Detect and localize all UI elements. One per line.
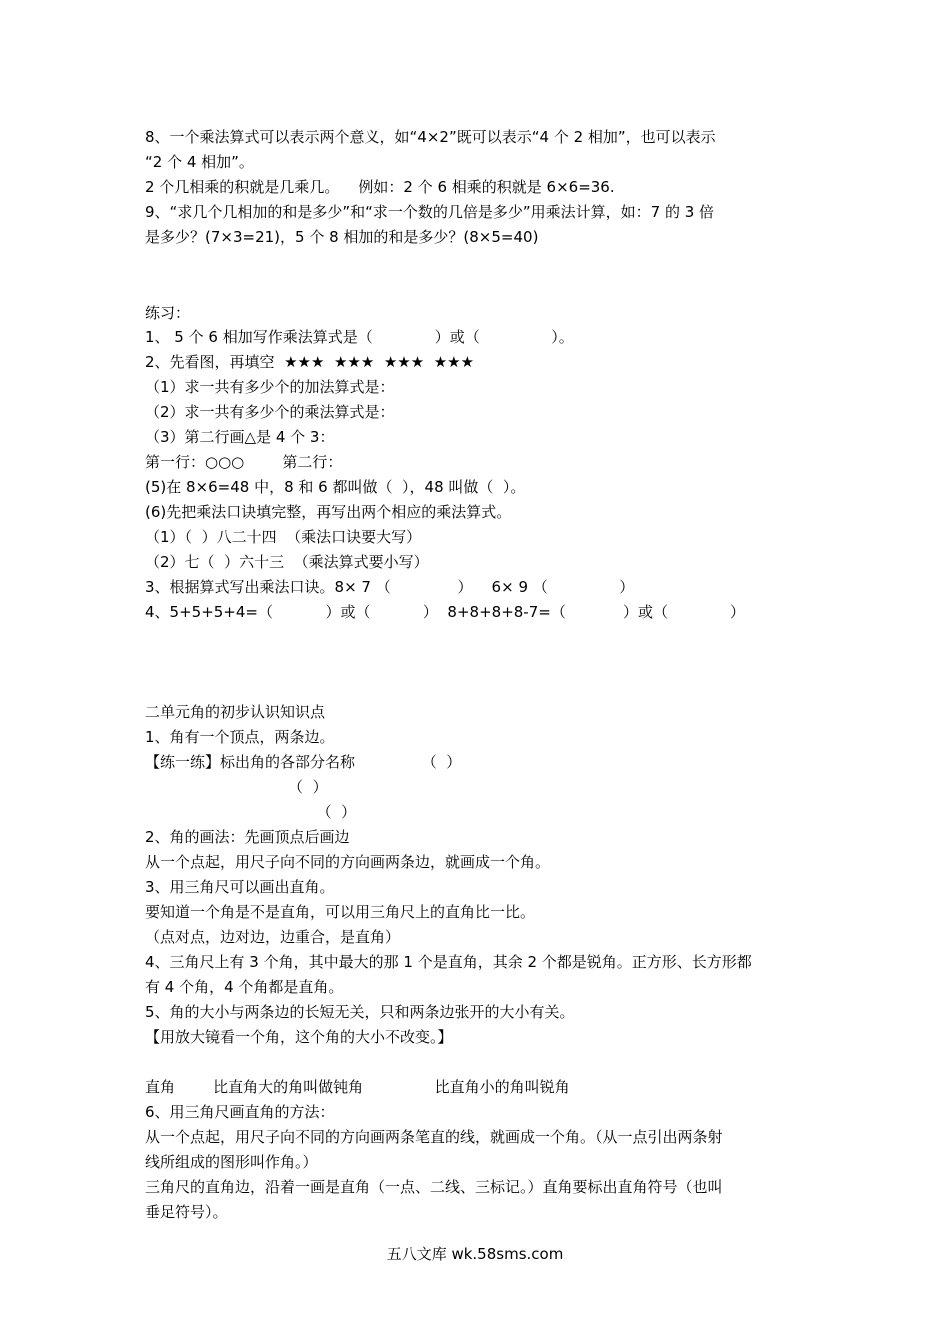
text-line: 2 个几相乘的积就是几乘几。 例如：2 个 6 相乘的积就是 6×6=36. [145,178,615,196]
text-line: 3、用三角尺可以画出直角。 [145,878,335,896]
text-line: “2 个 4 相加”。 [145,153,254,171]
page-footer: 五八文库 wk.58sms.com [386,1245,564,1263]
text-line: 【练一练】标出角的各部分名称 （ ） [145,753,462,771]
text-line: 4、5+5+5+4=（ ）或（ ） 8+8+8+8-7=（ ）或（ ） [145,603,746,621]
text-line: （1）求一共有多少个的加法算式是： [145,378,395,396]
text-line: 5、角的大小与两条边的长短无关，只和两条边张开的大小有关。 [145,1003,575,1021]
text-line: 4、三角尺上有 3 个角，其中最大的那 1 个是直角，其余 2 个都是锐角。正方形、长方形都 [145,953,752,971]
text-line: 线所组成的图形叫作角。） [145,1153,318,1171]
text-line: 是多少？(7×3=21)，5 个 8 相加的和是多少？(8×5=40) [145,228,539,246]
text-line: （ ） [145,803,357,821]
text-line: 9、“求几个几相加的和是多少”和“求一个数的几倍是多少”用乘法计算，如：7 的 3 倍 [145,203,715,221]
text-line: （2）七（ ）六十三 （乘法算式要小写） [145,553,429,571]
section-heading: 二单元角的初步认识知识点 [145,703,326,721]
text-line: （ ） [145,778,328,796]
text-line: (6)先把乘法口诀填完整，再写出两个相应的乘法算式。 [145,503,512,521]
text-line: 2、角的画法：先画顶点后画边 [145,828,350,846]
text-line: 第一行：○○○ 第二行： [145,453,343,471]
text-line: （2）求一共有多少个的乘法算式是： [145,403,395,421]
text-line: 有 4 个角，4 个角都是直角。 [145,978,344,996]
text-line: 2、先看图，再填空 ★★★ ★★★ ★★★ ★★★ [145,353,475,371]
text-line: 3、根据算式写出乘法口诀。8× 7 （ ） 6× 9 （ ） [145,578,635,596]
text-line: 1、 5 个 6 相加写作乘法算式是（ ）或（ ）。 [145,328,574,346]
text-line: 8、一个乘法算式可以表示两个意义，如“4×2”既可以表示“4 个 2 相加”，也可以表示 [145,128,716,146]
text-line: 1、角有一个顶点，两条边。 [145,728,335,746]
text-line: （3）第二行画△是 4 个 3： [145,428,335,446]
text-line: 【用放大镜看一个角，这个角的大小不改变。】 [145,1028,453,1046]
text-line: 垂足符号）。 [145,1203,228,1221]
text-line: 要知道一个角是不是直角，可以用三角尺上的直角比一比。 [145,903,536,921]
text-line: 从一个点起，用尺子向不同的方向画两条边，就画成一个角。 [145,853,551,871]
text-line: 三角尺的直角边，沿着一画是直角（一点、二线、三标记。）直角要标出直角符号（也叫 [145,1178,723,1196]
text-line: 直角 比直角大的角叫做钝角 比直角小的角叫锐角 [145,1078,570,1096]
text-line: （1）（ ）八二十四 （乘法口诀要大写） [145,528,422,546]
text-line: 6、用三角尺画直角的方法： [145,1103,335,1121]
text-line: 从一个点起，用尺子向不同的方向画两条笔直的线，就画成一个角。（从一点引出两条射 [145,1128,723,1146]
text-line: （点对点，边对边，边重合，是直角） [145,928,401,946]
section-heading: 练习： [145,304,191,322]
text-line: (5)在 8×6=48 中，8 和 6 都叫做（ ），48 叫做（ ）。 [145,478,526,496]
